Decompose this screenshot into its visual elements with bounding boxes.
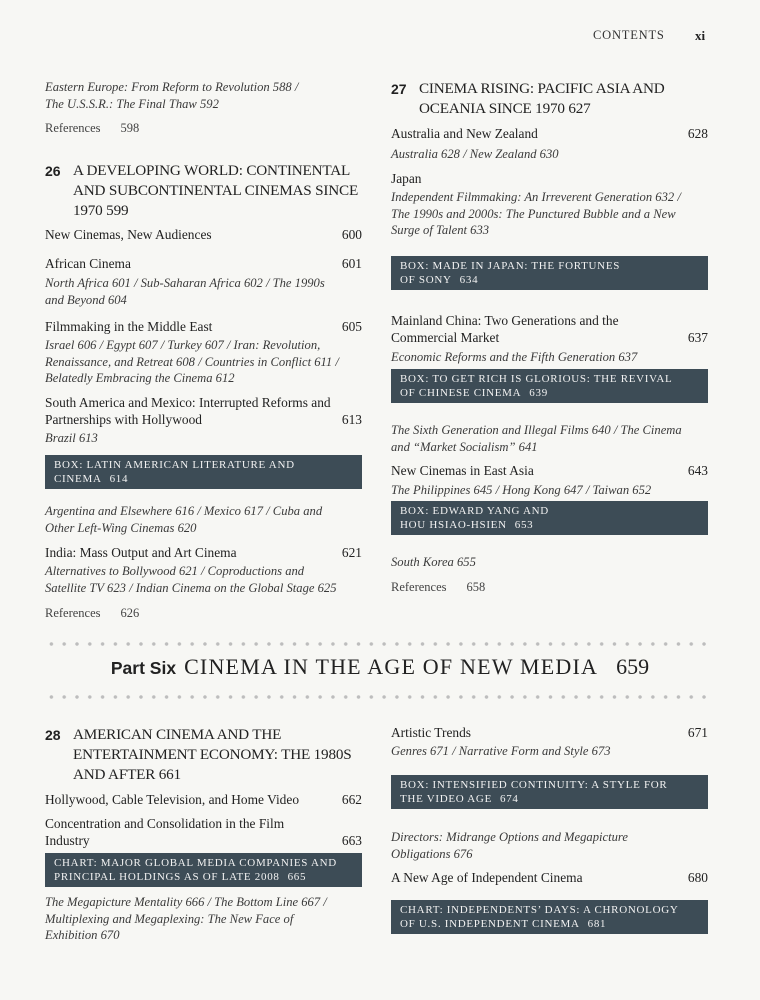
latin-followup-entries: Argentina and Elsewhere 616 / Mexico 617 / Cuba and Other Left-Wing Cinemas 620 (45, 504, 323, 535)
dotted-rule-bottom (45, 694, 710, 700)
references-line: References 658 (391, 580, 486, 594)
part-page: 659 (616, 654, 650, 679)
references-line: References 598 (45, 121, 140, 135)
chart-independents-days: CHART: INDEPENDENTS’ DAYS: A CHRONOLOGY OF U.S. INDEPENDENT CINEMA 681 (391, 900, 708, 934)
section-australia: Australia and New Zealand 628 (391, 126, 708, 141)
section-hollywood-cable: Hollywood, Cable Television, and Home Video 662 (45, 792, 362, 807)
continued-entries (45, 79, 362, 112)
section-india: India: Mass Output and Art Cinema 621 (45, 545, 362, 560)
section-japan: Japan (391, 171, 422, 186)
chapter-26-heading (45, 161, 362, 221)
south-america-subentries: Brazil 613 (45, 431, 98, 445)
dotted-rule-top (45, 641, 710, 647)
section-artistic-trends: Artistic Trends 671 (391, 725, 708, 740)
african-subentries: North Africa 601 / Sub-Saharan Africa 602 / The 1990s and Beyond 604 (45, 276, 325, 307)
chapter-number: 28 (45, 727, 61, 743)
chapter-title: AMERICAN CINEMA AND THE ENTERTAINMENT ECONOMY: THE 1980S AND AFTER 661 (73, 726, 352, 783)
india-subentries: Alternatives to Bollywood 621 / Coproductions and Satellite TV 623 / Indian Cinema on the Global Stage 625 (45, 564, 337, 595)
continuity-followup-entries: Directors: Midrange Options and Megapicture Obligations 676 (391, 830, 628, 861)
chart-followup-entries: The Megapicture Mentality 666 / The Bottom Line 667 / Multiplexing and Megaplexing: The New Face of Exhibition 670 (45, 895, 327, 942)
section-independent-cinema: A New Age of Independent Cinema 680 (391, 870, 708, 885)
box-made-in-japan: BOX: MADE IN JAPAN: THE FORTUNES OF SONY 634 (391, 256, 708, 290)
china-subentries: Economic Reforms and the Fifth Generation 637 (391, 350, 638, 364)
rich-followup-entries: The Sixth Generation and Illegal Films 640 / The Cinema and “Market Socialism” 641 (391, 423, 682, 454)
chapter-number: 26 (45, 163, 61, 179)
section-mainland-china: Mainland China: Two Generations and the Commercial Market 637 (391, 313, 708, 345)
section-african-cinema: African Cinema 601 (45, 256, 362, 271)
running-head-title: CONTENTS (593, 28, 665, 42)
section-east-asia: New Cinemas in East Asia 643 (391, 463, 708, 478)
chapter-number: 27 (391, 81, 407, 97)
section-south-america: South America and Mexico: Interrupted Reforms and Partnerships with Hollywood 613 (45, 395, 362, 427)
right-column-top (391, 0, 708, 640)
box-edward-yang: BOX: EDWARD YANG AND HOU HSIAO-HSIEN 653 (391, 501, 708, 535)
australia-subentries: Australia 628 / New Zealand 630 (391, 147, 559, 161)
references-line-2: References 626 (45, 606, 140, 620)
chapter-27-heading (391, 79, 708, 119)
box-intensified-continuity: BOX: INTENSIFIED CONTINUITY: A STYLE FOR THE VIDEO AGE 674 (391, 775, 708, 809)
entry-line: Eastern Europe: From Reform to Revolution 588 / (45, 80, 299, 94)
section-middle-east: Filmmaking in the Middle East 605 (45, 319, 362, 334)
artistic-subentries: Genres 671 / Narrative Form and Style 673 (391, 744, 611, 758)
chapter-title: CINEMA RISING: PACIFIC ASIA AND OCEANIA SINCE 1970 627 (419, 80, 665, 117)
yang-followup-entries: South Korea 655 (391, 555, 476, 569)
box-to-get-rich: BOX: TO GET RICH IS GLORIOUS: THE REVIVAL OF CHINESE CINEMA 639 (391, 369, 708, 403)
section-concentration: Concentration and Consolidation in the Film Industry 663 (45, 816, 362, 848)
part-title: CINEMA IN THE AGE OF NEW MEDIA (184, 654, 599, 679)
page-number: xi (695, 28, 706, 43)
part-six-heading (0, 654, 760, 680)
part-label: Part Six (110, 658, 177, 678)
left-column-top (45, 0, 362, 640)
entry-line: The U.S.S.R.: The Final Thaw 592 (45, 96, 219, 111)
chart-media-companies: CHART: MAJOR GLOBAL MEDIA COMPANIES AND PRINCIPAL HOLDINGS AS OF LATE 2008 665 (45, 853, 362, 887)
section-new-cinemas: New Cinemas, New Audiences 600 (45, 227, 362, 242)
chapter-28-heading (45, 725, 362, 785)
middle-east-subentries: Israel 606 / Egypt 607 / Turkey 607 / Iran: Revolution, Renaissance, and Retreat 608 / Countries in Conflict 611 / Belatedly Embracing the Cinema 612 (45, 338, 339, 385)
chapter-title: A DEVELOPING WORLD: CONTINENTAL AND SUBCONTINENTAL CINEMAS SINCE 1970 599 (73, 162, 359, 219)
japan-subentries: Independent Filmmaking: An Irreverent Generation 632 / The 1990s and 2000s: The Punctured Bubble and a New Surge of Talent 633 (391, 190, 681, 237)
east-asia-subentries: The Philippines 645 / Hong Kong 647 / Taiwan 652 (391, 483, 652, 497)
box-latin-american-literature: BOX: LATIN AMERICAN LITERATURE AND CINEMA 614 (45, 455, 362, 489)
